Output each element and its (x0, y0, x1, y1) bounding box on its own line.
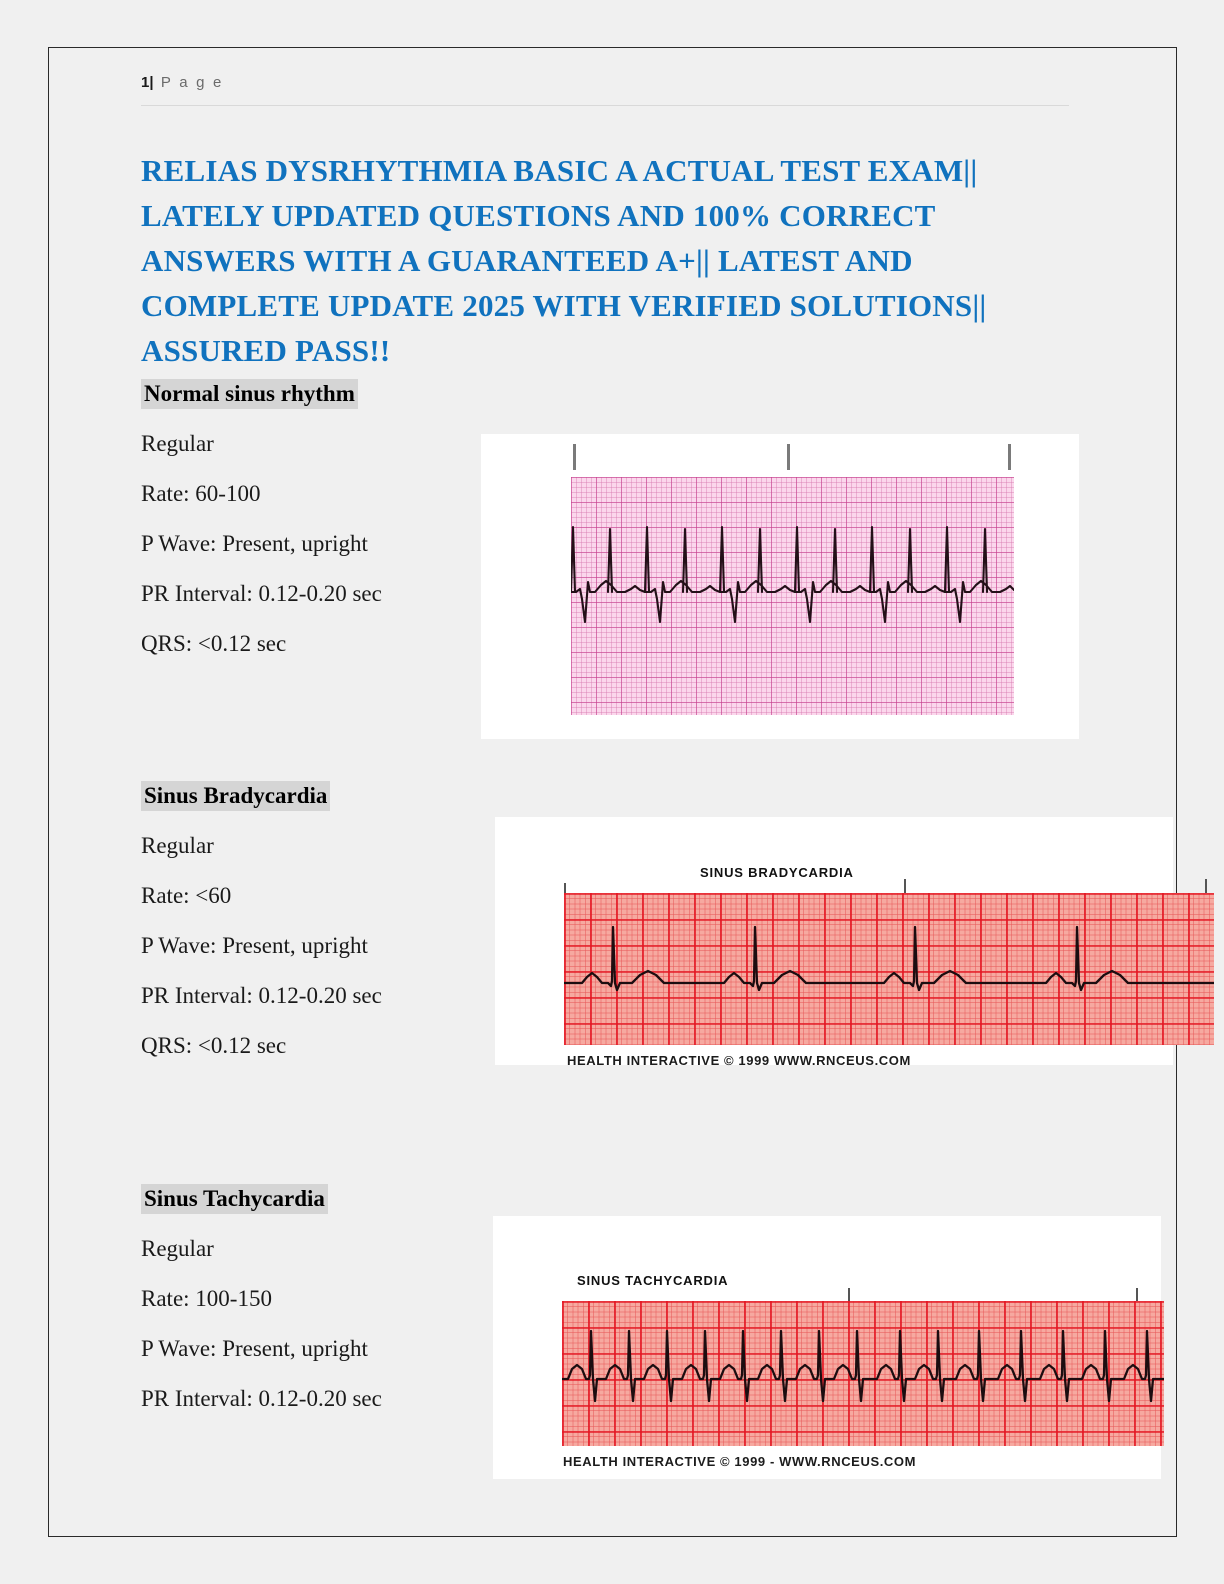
section-heading: Sinus Bradycardia (141, 781, 330, 811)
document-title: RELIAS DYSRHYTHMIA BASIC A ACTUAL TEST EXAM|| LATELY UPDATED QUESTIONS AND 100% CORRECT ANSWERS WITH A GUARANTEED A+|| LATEST AND COMPLETE UPDATE 2025 WITH VERIFIED SOLUTIONS|| ASSURED PASS!! (141, 153, 987, 368)
rhythm-rate: Rate: <60 (141, 883, 232, 908)
ecg-grid-paper-red (562, 1301, 1164, 1446)
page-word: P a g e (160, 74, 224, 91)
ecg-figure-sinus-bradycardia (495, 817, 1173, 1068)
ecg-figure-normal-sinus-rhythm (481, 434, 1079, 739)
section-body (141, 1224, 541, 1424)
section-sinus-tachycardia (141, 1184, 541, 1424)
rhythm-rate: Rate: 60-100 (141, 481, 261, 506)
section-heading: Sinus Tachycardia (141, 1184, 328, 1214)
ecg-grid-paper-red (564, 893, 1214, 1045)
rhythm-pr-interval: PR Interval: 0.12-0.20 sec (141, 1386, 382, 1411)
ecg-waveform-bradycardia (564, 893, 1214, 1045)
rhythm-pr-interval: PR Interval: 0.12-0.20 sec (141, 983, 382, 1008)
ecg-tick-mark (1008, 444, 1011, 470)
ecg-waveform-tachycardia (562, 1301, 1164, 1446)
ecg-waveform-normal-sinus (571, 477, 1014, 715)
page-header (141, 73, 1071, 93)
rhythm-p-wave: P Wave: Present, upright (141, 531, 368, 556)
page-separator: | (149, 74, 155, 91)
rhythm-regularity: Regular (141, 833, 214, 858)
rhythm-regularity: Regular (141, 1236, 214, 1261)
header-divider (141, 105, 1069, 106)
section-body (141, 821, 541, 1071)
ecg-grid-paper-pink (571, 477, 1014, 715)
rhythm-regularity: Regular (141, 431, 214, 456)
ecg-tickmark-row (571, 444, 1014, 474)
rhythm-pr-interval: PR Interval: 0.12-0.20 sec (141, 581, 382, 606)
ecg-strip-title: SINUS BRADYCARDIA (700, 865, 854, 880)
ecg-figure-sinus-tachycardia (493, 1216, 1161, 1479)
rhythm-rate: Rate: 100-150 (141, 1286, 272, 1311)
rhythm-qrs: QRS: <0.12 sec (141, 631, 287, 656)
ecg-tick-mark (787, 444, 790, 470)
rhythm-p-wave: P Wave: Present, upright (141, 1336, 368, 1361)
ecg-tick-mark (1136, 1288, 1138, 1302)
ecg-tick-mark (848, 1288, 850, 1302)
ecg-strip-credit: HEALTH INTERACTIVE © 1999 WWW.RNCEUS.COM (567, 1053, 911, 1068)
page-number: 1 (141, 74, 150, 91)
document-page (48, 47, 1177, 1537)
ecg-tick-mark (573, 444, 576, 470)
ecg-strip-title: SINUS TACHYCARDIA (577, 1273, 729, 1288)
page-number-label (141, 73, 1071, 93)
section-heading: Normal sinus rhythm (141, 379, 358, 409)
section-sinus-bradycardia (141, 781, 541, 1071)
rhythm-qrs: QRS: <0.12 sec (141, 1033, 287, 1058)
ecg-strip-credit: HEALTH INTERACTIVE © 1999 - WWW.RNCEUS.COM (563, 1454, 917, 1469)
rhythm-p-wave: P Wave: Present, upright (141, 933, 368, 958)
